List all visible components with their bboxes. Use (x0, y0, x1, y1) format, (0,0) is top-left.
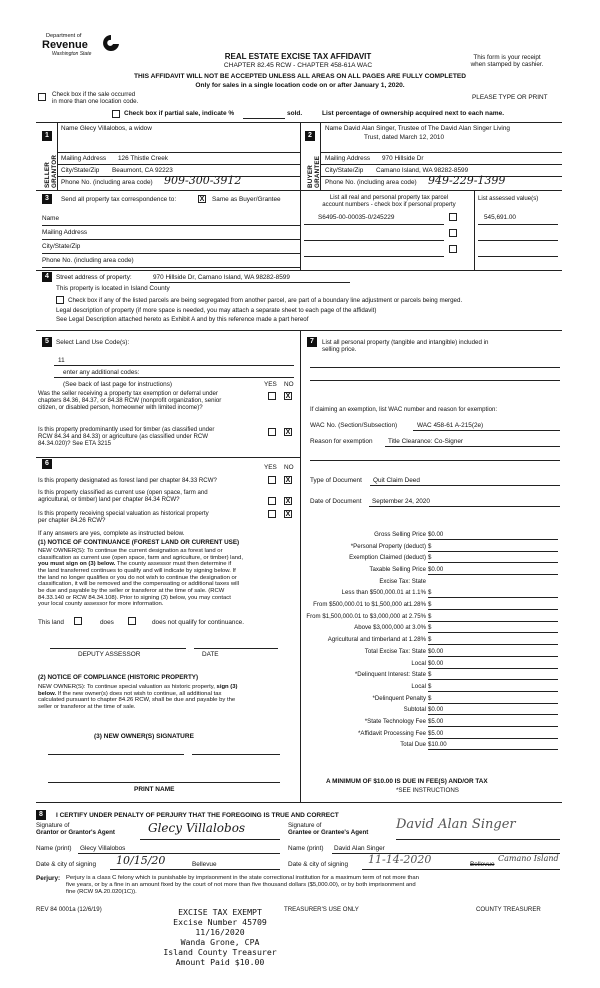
tax-row-label: Total Due (400, 741, 426, 748)
q-line: citizen, or disabled person, homeowner with limited income)? (38, 404, 203, 411)
additional-codes: enter any additional codes: (63, 369, 140, 376)
text-line: Perjury is a class C felony which is punishable by imprisonment in the state correctional institution for a maximum term of not more than (66, 875, 419, 881)
tax-row-line[interactable] (428, 703, 558, 704)
stamp-line: Excise Number 45709 (173, 917, 267, 927)
street-value: 970 Hillside Dr, Camano Island, WA 98282-8599 (153, 274, 290, 281)
tax-row-label: Less than $500,000.01 at 1.1% (341, 589, 426, 596)
mailing-label: Mailing Address (42, 229, 88, 236)
reason-value: Title Clearance: Co-Signer (388, 438, 464, 445)
street-label: Street address of property: (56, 274, 132, 281)
divider (320, 164, 562, 165)
send-correspondence-label: Send all property tax correspondence to: (61, 196, 177, 203)
partial-sale-percent-line[interactable] (243, 118, 285, 119)
grantee-name-label: Name (print) (288, 845, 324, 852)
tax-row-line[interactable] (428, 668, 558, 669)
tax-row-label: *Personal Property (deduct) (350, 543, 426, 550)
assessed-line[interactable] (478, 224, 558, 225)
historic-yes-checkbox[interactable] (268, 510, 276, 518)
q-line: chapters 84.36, 84.37, or 84.38 RCW (nonprofit organization, senior (38, 397, 222, 404)
multi-location-checkbox[interactable] (38, 93, 46, 101)
doc-date-value: September 24, 2020 (372, 498, 430, 505)
tax-row-label: Above $3,000,000 at 3.0% (354, 624, 426, 631)
text-line: seller or transferor at the time of sale. (38, 704, 136, 711)
divider (36, 802, 562, 803)
buyer-city-label: City/State/Zip (325, 167, 364, 174)
text-span: The county assessor must then determine if (115, 561, 232, 568)
tax-row-value: $ (428, 695, 432, 702)
street-line[interactable] (150, 282, 350, 283)
text-line: Signature of (288, 822, 322, 829)
exemption-no-checkbox[interactable]: X (285, 393, 291, 400)
forest-no-checkbox[interactable]: X (285, 477, 291, 484)
tax-row-label: Local (411, 683, 426, 690)
text-bold: below. (38, 690, 57, 697)
divider (57, 152, 300, 153)
tax-contact-name-line[interactable] (42, 225, 300, 226)
tax-row-label: Agricultural and timberland at 1.28% (327, 636, 426, 643)
if-yes-note: If any answers are yes, complete as instructed below. (38, 530, 185, 537)
partial-sale-checkbox[interactable] (112, 110, 120, 118)
buyer-city-value: Camano Island, WA 98282-8599 (376, 167, 469, 174)
seller-phone-value: 909-300-3912 (164, 174, 242, 187)
q-line: agricultural, or timber) land per chapter 84.34 RCW? (38, 496, 180, 503)
reason-line[interactable] (385, 446, 560, 447)
q-line: 84.34.020)? See ETA 3215 (38, 440, 112, 447)
grantor-signature-line[interactable] (140, 839, 280, 840)
receipt-note-line1: This form is your receipt (473, 54, 541, 61)
new-owner-signature-title: (3) NEW OWNER(S) SIGNATURE (94, 733, 194, 740)
tax-row-label: From $1,500,000.01 to $3,000,000 at 2.75% (306, 613, 426, 620)
text-bold: you must sign on (3) below. (38, 561, 116, 568)
compliance-title: (2) NOTICE OF COMPLIANCE (HISTORIC PROPERTY) (38, 674, 199, 681)
grantor-date-value: 10/15/20 (116, 854, 166, 867)
tax-row-label: Total Excise Tax: State (364, 648, 426, 655)
assessed-line[interactable] (478, 256, 558, 257)
logo-dept: Department of (46, 33, 82, 39)
section-3-number: 3 (42, 194, 52, 204)
tax-row-value: $5.00 (428, 718, 444, 725)
text-line: calculated pursuant to chapter 84.26 RCW, shall be due and payable by the (38, 697, 236, 704)
text-line: Grantee or Grantee's Agent (288, 829, 369, 837)
seller-mailing-value: 126 Thistle Creek (118, 155, 168, 162)
grantor-signature-label (36, 822, 115, 836)
tax-row-line[interactable] (428, 574, 558, 575)
section-5-number: 5 (42, 337, 52, 347)
same-as-buyer-checkbox[interactable]: X (199, 196, 205, 203)
tax-row-value: $0.00 (428, 566, 444, 573)
ownership-note: List percentage of ownership acquired next to each name. (322, 110, 505, 117)
land-use-label: Select Land Use Code(s): (56, 339, 130, 346)
assessor-date-line[interactable] (194, 648, 278, 649)
continuance-title: (1) NOTICE OF CONTINUANCE (FOREST LAND OR CURRENT USE) (38, 539, 240, 546)
please-type: PLEASE TYPE OR PRINT (472, 94, 548, 101)
parcel-header (304, 194, 474, 208)
additional-codes-line[interactable] (54, 377, 294, 378)
seller-name: Name Glecy Villalobos, a widow (61, 125, 152, 132)
assessor-sign-line[interactable] (50, 648, 186, 649)
divider (320, 152, 562, 153)
current-use-no-checkbox[interactable]: X (285, 498, 291, 505)
tax-row-line[interactable] (428, 597, 558, 598)
print-name-line[interactable] (48, 782, 280, 783)
stamp-line: Island County Treasurer (163, 947, 277, 957)
text-line: Grantor or Grantor's Agent (36, 829, 115, 837)
new-owner-sign-line-2[interactable] (192, 754, 280, 755)
text-line: Signature of (36, 822, 70, 829)
revenue-swirl-icon (100, 33, 122, 53)
section-2-number: 2 (305, 131, 315, 141)
divider (300, 122, 301, 190)
stamp-line: Amount Paid $10.00 (175, 957, 265, 967)
doc-type-label: Type of Document (310, 477, 362, 484)
tax-row-line[interactable] (428, 691, 558, 692)
parcel-line[interactable] (304, 240, 444, 241)
yes-header: YES (264, 464, 277, 471)
buyer-mailing-label: Mailing Address (325, 155, 371, 162)
grantor-date-line[interactable] (110, 869, 280, 870)
buyer-mailing-value: 970 Hillside Dr (382, 155, 424, 162)
grantor-city-value: Bellevue (192, 861, 217, 868)
tax-row-line[interactable] (428, 726, 558, 727)
this-land-label: This land (38, 619, 64, 626)
does-qualify-checkbox[interactable] (74, 617, 82, 625)
certify-statement: I CERTIFY UNDER PENALTY OF PERJURY THAT THE FOREGOING IS TRUE AND CORRECT (56, 812, 339, 819)
tax-row-label: Excise Tax: State (379, 578, 426, 585)
personal-property-line[interactable] (310, 367, 560, 368)
seller-side-label: SELLER GRANTOR (44, 154, 59, 188)
parcel-header-line1: List all real and personal property tax parcel (329, 194, 449, 201)
forest-yes-checkbox[interactable] (268, 476, 276, 484)
divider (57, 164, 300, 165)
continuance-text (38, 548, 300, 608)
revenue-logo (38, 31, 124, 61)
text-line: fine (RCW 9A.20.020(1C)). (66, 889, 137, 896)
section-6-number: 6 (42, 459, 52, 469)
text-line (38, 691, 300, 698)
seller-city-value: Beaumont, CA 92223 (112, 167, 173, 174)
tax-contact-city-line[interactable] (42, 253, 300, 254)
wac-line[interactable] (413, 430, 560, 431)
parcel-line[interactable] (304, 224, 444, 225)
tax-row-label: Taxable Selling Price (369, 566, 426, 573)
grantee-city-value: Camano Island (498, 854, 559, 863)
text-line (38, 561, 300, 568)
land-use-line[interactable] (54, 365, 294, 366)
tax-row-line[interactable] (428, 679, 558, 680)
grantee-signature: David Alan Singer (396, 817, 516, 832)
grantor-name-value: Glecy Villalobos (80, 845, 126, 852)
text-line: five years, or by a fine in an amount fixed by the court of not more than five thousand dollars ($5,000.00), or by both imprisonment and (66, 882, 416, 889)
county-treasurer: COUNTY TREASURER (476, 906, 541, 913)
partial-sale-label: Check box if partial sale, indicate % (124, 110, 235, 117)
multi-location-line1: Check box if the sale occurred (52, 91, 136, 98)
assessed-header: List assessed value(s) (478, 195, 539, 202)
tax-row-line[interactable] (428, 632, 558, 633)
grantee-date-label: Date & city of signing (288, 861, 349, 868)
section-1-number: 1 (42, 131, 52, 141)
land-use-code: 11 (58, 357, 65, 364)
divider (36, 330, 562, 331)
multi-location-label (52, 91, 138, 105)
treasurer-use-only: TREASURER'S USE ONLY (284, 906, 359, 913)
tax-row-line[interactable] (428, 609, 558, 610)
timber-question (38, 426, 214, 447)
tax-row-value: $ (428, 636, 432, 643)
tax-row-value: $ (428, 589, 432, 596)
does-label: does (100, 619, 114, 626)
see-instructions: *SEE INSTRUCTIONS (396, 787, 459, 794)
reason-label: Reason for exemption (310, 438, 373, 445)
tax-contact-phone-line[interactable] (42, 267, 300, 268)
divider (36, 122, 562, 123)
personal-property-checkbox[interactable] (449, 245, 457, 253)
divider (474, 190, 475, 270)
segregated-label: Check box if any of the listed parcels are being segregated from another parcel, are part of a boundary line adjustment or parcels being merged. (68, 297, 463, 304)
tax-row-value: $10.00 (428, 741, 447, 748)
receipt-note-line2: when stamped by cashier. (470, 61, 544, 69)
minimum-due-note: A MINIMUM OF $10.00 IS DUE IN FEE(S) AND/OR TAX (326, 778, 488, 785)
tax-row-label: Subtotal (403, 706, 426, 713)
buyer-name-line2: Trust, dated March 12, 2010 (364, 134, 445, 141)
q-line: RCW 84.34 and 84.33) or agriculture (as classified under RCW (38, 433, 209, 440)
buyer-name-line1: Name David Alan Singer, Trustee of The David Alan Singer Living (325, 125, 510, 132)
text-line: be due and payable by the seller or transferor at the time of sale. (RCW (38, 588, 225, 595)
text-bold: sign (3) (214, 684, 238, 690)
q-line: Is this property predominantly used for timber (as classified under (38, 426, 215, 433)
tax-row-value: $0.00 (428, 660, 444, 667)
tax-row-value: $0.00 (428, 648, 444, 655)
see-back: (See back of last page for instructions) (63, 381, 173, 388)
tax-row-value: $ (428, 554, 432, 561)
forest-question: Is this property designated as forest land per chapter 84.33 RCW? (38, 477, 217, 484)
current-use-yes-checkbox[interactable] (268, 497, 276, 505)
tax-row-line[interactable] (428, 539, 558, 540)
grantee-signature-line[interactable] (396, 839, 560, 840)
assessor-date-label: DATE (202, 651, 219, 658)
city-label: City/State/Zip (42, 243, 81, 250)
receipt-note (452, 54, 562, 68)
stamp-line: Wanda Grone, CPA (180, 937, 260, 947)
doc-date-label: Date of Document (310, 498, 362, 505)
q-line: per chapter 84.26 RCW? (38, 517, 106, 524)
tax-row-line[interactable] (428, 562, 558, 563)
section-8-number: 8 (36, 810, 46, 820)
tax-row-value: $0.00 (428, 531, 444, 538)
tax-computation-table (304, 531, 560, 753)
text-line: 84.33.140 or RCW 84.34.108). Prior to signing (3) below, you may contact (38, 594, 231, 601)
single-location-note: Only for sales in a single location code on or after January 1, 2020. (195, 82, 405, 89)
no-header: NO (284, 381, 294, 388)
compliance-text (38, 684, 300, 711)
reason-line[interactable] (310, 460, 560, 461)
tax-row-value: $ (428, 683, 432, 690)
acceptance-warning: THIS AFFIDAVIT WILL NOT BE ACCEPTED UNLESS ALL AREAS ON ALL PAGES ARE FULLY COMPLETED (133, 73, 467, 80)
does-not-label: does not qualify for continuance. (152, 619, 245, 626)
located-county: This property is located in Island County (56, 285, 170, 292)
grantee-city-struck: Bellevue (470, 861, 495, 868)
tax-row-value: $ (428, 543, 432, 550)
perjury-text (66, 875, 566, 896)
historic-question (38, 510, 209, 524)
exemption-question (38, 390, 221, 411)
text-line: the land no longer qualifies or you do not wish to continue the designation or (38, 574, 237, 581)
tax-row-value: $0.00 (428, 706, 444, 713)
grantee-date-line[interactable] (362, 869, 560, 870)
section-7-number: 7 (307, 337, 317, 347)
seller-city-label: City/State/Zip (61, 167, 100, 174)
doc-date-line[interactable] (369, 506, 560, 507)
tax-row-label: Local (411, 660, 426, 667)
new-owner-sign-line[interactable] (48, 754, 184, 755)
grantee-name-value: David Alan Singer (334, 845, 385, 852)
personal-property-checkbox[interactable] (449, 229, 457, 237)
tax-row-value: $ (428, 601, 432, 608)
divider (36, 190, 562, 191)
buyer-phone-label: Phone No. (including area code) (325, 179, 417, 186)
stamp-line: 11/16/2020 (195, 927, 245, 937)
grantor-name-line[interactable] (78, 853, 280, 854)
logo-state: Washington State (52, 51, 92, 57)
tax-row-label: *Affidavit Processing Fee (358, 730, 426, 737)
claim-exemption-label: If claiming an exemption, list WAC number and reason for exemption: (310, 406, 498, 413)
parcel-number: S6495-00-00035-0/245229 (318, 214, 395, 221)
personal-property-line[interactable] (310, 380, 560, 381)
text-line: NEW OWNER(S): To continue the current designation as forest land or (38, 548, 223, 554)
divider (36, 270, 562, 271)
tax-row-label: Gross Selling Price (374, 531, 426, 538)
text-line: your local county assessor for more information. (38, 601, 164, 608)
form-title: REAL ESTATE EXCISE TAX AFFIDAVIT (224, 52, 372, 61)
stamp-line: EXCISE TAX EXEMPT (178, 907, 262, 917)
section-4-number: 4 (42, 272, 52, 282)
tax-row-line[interactable] (428, 656, 558, 657)
phone-label: Phone No. (including area code) (42, 257, 134, 264)
wac-value: WAC 458-61 A-215(2e) (417, 422, 484, 429)
grantor-name-label: Name (print) (36, 845, 72, 852)
tax-row-value: $5.00 (428, 730, 444, 737)
perjury-label: Perjury: (36, 875, 61, 882)
tax-row-value: $ (428, 671, 432, 678)
tax-row-line[interactable] (428, 749, 558, 750)
buyer-phone-value: 949-229-1399 (428, 174, 506, 187)
text-line: classification, it will be removed and the compensating or additional taxes will (38, 581, 240, 588)
text-span: If the new owner(s) does not wish to continue, all additional tax (56, 690, 222, 697)
form-chapter: CHAPTER 82.45 RCW - CHAPTER 458-61A WAC (223, 62, 373, 69)
tax-row-line[interactable] (428, 738, 558, 739)
doc-type-value: Quit Claim Deed (373, 477, 420, 484)
does-not-qualify-checkbox[interactable] (128, 617, 136, 625)
seller-phone-label: Phone No. (including area code) (61, 179, 153, 186)
divider (300, 330, 301, 802)
text-line: selling price. (322, 346, 357, 354)
legal-desc-note: Legal description of property (if more space is needed, you may attach a separate sheet to each page of the affidavit) (56, 307, 377, 314)
grantee-date-value: 11-14-2020 (368, 853, 432, 866)
text-line: classification as current use (open space, farm and agriculture, or timber) land, (38, 554, 243, 561)
assessed-value: 545,691.00 (484, 214, 516, 221)
print-name-label: PRINT NAME (134, 786, 175, 793)
timber-no-checkbox[interactable]: X (285, 429, 291, 436)
buyer-side-label: BUYER GRANTEE (307, 155, 322, 188)
divider (300, 190, 301, 270)
q-line: Was the seller receiving a property tax exemption or deferral under (38, 390, 218, 397)
divider (36, 457, 300, 458)
tax-contact-mailing-line[interactable] (42, 239, 300, 240)
text-line: List all personal property (tangible and intangible) included in (322, 339, 489, 346)
form-number: REV 84 0001a (12/6/19) (36, 906, 102, 913)
tax-row-label: *Delinquent Interest: State (354, 671, 426, 678)
text-span: NEW OWNER(S): To continue special valuation as historic property, (38, 684, 215, 690)
text-line (38, 684, 300, 691)
tax-row-label: *Delinquent Penalty (372, 695, 426, 702)
logo-name: Revenue (42, 39, 88, 51)
personal-property-checkbox[interactable] (449, 213, 457, 221)
tax-row-line[interactable] (428, 551, 558, 552)
partial-sale-sold: sold. (287, 110, 303, 117)
q-line: Is this property classified as current use (open space, farm and (38, 489, 208, 496)
exemption-yes-checkbox[interactable] (268, 392, 276, 400)
seller-mailing-label: Mailing Address (61, 155, 107, 162)
parcel-header-line2: account numbers - check box if personal property (322, 201, 456, 208)
tax-row-label: Exemption Claimed (deduct) (349, 554, 426, 561)
tax-row-line[interactable] (428, 714, 558, 715)
segregated-checkbox[interactable] (56, 296, 64, 304)
grantor-date-label: Date & city of signing (36, 861, 97, 868)
historic-no-checkbox[interactable]: X (285, 511, 291, 518)
assessed-line[interactable] (478, 240, 558, 241)
no-header: NO (284, 464, 294, 471)
text-line: the land transferred continues to qualify and will indicate by signing below. If (38, 568, 236, 575)
timber-yes-checkbox[interactable] (268, 428, 276, 436)
personal-property-text (322, 339, 488, 353)
legal-desc-value: See Legal Description attached hereto as Exhibit A and by this reference made a part hereof (56, 316, 309, 323)
cashier-stamp (160, 907, 280, 967)
same-as-buyer-label: Same as Buyer/Grantee (212, 196, 281, 203)
wac-label: WAC No. (Section/Subsection) (310, 422, 398, 429)
tax-row-line[interactable] (428, 644, 558, 645)
tax-row-value: $ (428, 613, 432, 620)
deputy-assessor-label: DEPUTY ASSESSOR (78, 651, 141, 658)
parcel-line[interactable] (304, 256, 444, 257)
grantee-signature-label (288, 822, 368, 836)
current-use-question (38, 489, 208, 503)
grantor-signature: Glecy Villalobos (148, 821, 246, 835)
doc-type-line[interactable] (370, 485, 560, 486)
tax-row-label: From $500,000.01 to $1,500,000 at1.28% (313, 601, 426, 608)
name-label: Name (42, 215, 60, 222)
tax-row-label: *State Technology Fee (364, 718, 426, 725)
q-line: Is this property receiving special valuation as historical property (38, 510, 209, 517)
tax-row-value: $ (428, 624, 432, 631)
yes-header: YES (264, 381, 277, 388)
multi-location-line2: in more than one location code. (52, 98, 139, 106)
tax-row-line[interactable] (428, 621, 558, 622)
